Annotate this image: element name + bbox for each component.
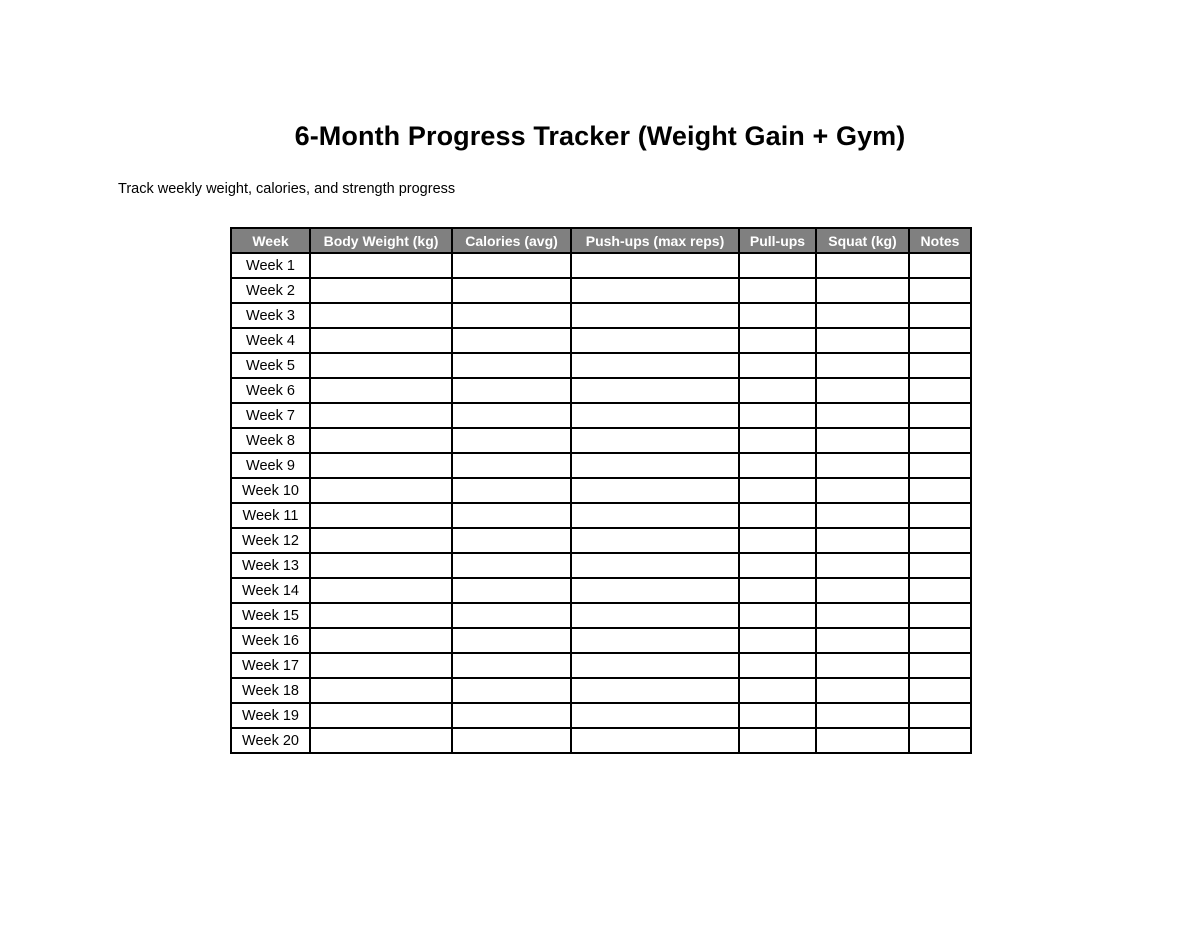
squat-cell — [816, 528, 909, 553]
push-ups-cell — [571, 278, 739, 303]
page-subtitle: Track weekly weight, calories, and strength progress — [118, 181, 456, 197]
pull-ups-cell — [739, 378, 816, 403]
squat-cell — [816, 678, 909, 703]
calories-cell — [452, 553, 571, 578]
column-header-pull-ups: Pull-ups — [739, 228, 816, 253]
calories-cell — [452, 378, 571, 403]
notes-cell — [909, 503, 971, 528]
table-row — [231, 278, 971, 303]
squat-cell — [816, 378, 909, 403]
push-ups-cell — [571, 603, 739, 628]
table-row — [231, 453, 971, 478]
push-ups-cell — [571, 728, 739, 753]
table-row — [231, 578, 971, 603]
body-weight-cell — [310, 628, 452, 653]
notes-cell — [909, 278, 971, 303]
squat-cell — [816, 278, 909, 303]
notes-cell — [909, 578, 971, 603]
table-row — [231, 628, 971, 653]
pull-ups-cell — [739, 678, 816, 703]
body-weight-cell — [310, 603, 452, 628]
body-weight-cell — [310, 503, 452, 528]
column-header-notes: Notes — [909, 228, 971, 253]
body-weight-cell — [310, 578, 452, 603]
column-header-calories: Calories (avg) — [452, 228, 571, 253]
calories-cell — [452, 528, 571, 553]
push-ups-cell — [571, 553, 739, 578]
body-weight-cell — [310, 678, 452, 703]
week-label: Week 16 — [231, 628, 310, 653]
pull-ups-cell — [739, 278, 816, 303]
week-label: Week 18 — [231, 678, 310, 703]
squat-cell — [816, 303, 909, 328]
pull-ups-cell — [739, 728, 816, 753]
squat-cell — [816, 478, 909, 503]
push-ups-cell — [571, 703, 739, 728]
page-title: 6-Month Progress Tracker (Weight Gain + Gym) — [294, 121, 906, 151]
squat-cell — [816, 703, 909, 728]
week-label: Week 9 — [231, 453, 310, 478]
pull-ups-cell — [739, 478, 816, 503]
notes-cell — [909, 428, 971, 453]
calories-cell — [452, 653, 571, 678]
body-weight-cell — [310, 428, 452, 453]
table-row — [231, 603, 971, 628]
body-weight-cell — [310, 403, 452, 428]
week-label: Week 19 — [231, 703, 310, 728]
calories-cell — [452, 403, 571, 428]
table-row — [231, 253, 971, 278]
pull-ups-cell — [739, 628, 816, 653]
week-label: Week 8 — [231, 428, 310, 453]
table-row — [231, 678, 971, 703]
calories-cell — [452, 453, 571, 478]
squat-cell — [816, 728, 909, 753]
header-row — [231, 228, 971, 253]
body-weight-cell — [310, 328, 452, 353]
push-ups-cell — [571, 678, 739, 703]
squat-cell — [816, 653, 909, 678]
push-ups-cell — [571, 428, 739, 453]
body-weight-cell — [310, 278, 452, 303]
week-label: Week 7 — [231, 403, 310, 428]
body-weight-cell — [310, 253, 452, 278]
week-label: Week 11 — [231, 503, 310, 528]
pull-ups-cell — [739, 503, 816, 528]
notes-cell — [909, 378, 971, 403]
squat-cell — [816, 453, 909, 478]
push-ups-cell — [571, 253, 739, 278]
column-header-push-ups: Push-ups (max reps) — [571, 228, 739, 253]
calories-cell — [452, 303, 571, 328]
squat-cell — [816, 503, 909, 528]
push-ups-cell — [571, 403, 739, 428]
table-row — [231, 503, 971, 528]
squat-cell — [816, 253, 909, 278]
push-ups-cell — [571, 528, 739, 553]
calories-cell — [452, 328, 571, 353]
notes-cell — [909, 628, 971, 653]
notes-cell — [909, 603, 971, 628]
notes-cell — [909, 303, 971, 328]
pull-ups-cell — [739, 328, 816, 353]
week-label: Week 1 — [231, 253, 310, 278]
notes-cell — [909, 678, 971, 703]
pull-ups-cell — [739, 528, 816, 553]
calories-cell — [452, 253, 571, 278]
pull-ups-cell — [739, 353, 816, 378]
notes-cell — [909, 253, 971, 278]
body-weight-cell — [310, 478, 452, 503]
squat-cell — [816, 328, 909, 353]
table-row — [231, 478, 971, 503]
body-weight-cell — [310, 703, 452, 728]
body-weight-cell — [310, 728, 452, 753]
pull-ups-cell — [739, 403, 816, 428]
week-label: Week 12 — [231, 528, 310, 553]
table-row — [231, 703, 971, 728]
push-ups-cell — [571, 378, 739, 403]
body-weight-cell — [310, 453, 452, 478]
table-row — [231, 553, 971, 578]
squat-cell — [816, 353, 909, 378]
table-row — [231, 653, 971, 678]
notes-cell — [909, 453, 971, 478]
pull-ups-cell — [739, 453, 816, 478]
squat-cell — [816, 553, 909, 578]
column-header-body-weight: Body Weight (kg) — [310, 228, 452, 253]
pull-ups-cell — [739, 553, 816, 578]
notes-cell — [909, 328, 971, 353]
week-label: Week 3 — [231, 303, 310, 328]
table-row — [231, 353, 971, 378]
push-ups-cell — [571, 453, 739, 478]
week-label: Week 5 — [231, 353, 310, 378]
notes-cell — [909, 478, 971, 503]
week-label: Week 13 — [231, 553, 310, 578]
calories-cell — [452, 603, 571, 628]
pull-ups-cell — [739, 578, 816, 603]
calories-cell — [452, 503, 571, 528]
table-row — [231, 528, 971, 553]
notes-cell — [909, 728, 971, 753]
pull-ups-cell — [739, 253, 816, 278]
body-weight-cell — [310, 553, 452, 578]
calories-cell — [452, 278, 571, 303]
table-body — [231, 253, 971, 753]
progress-table — [230, 227, 972, 754]
squat-cell — [816, 428, 909, 453]
squat-cell — [816, 578, 909, 603]
push-ups-cell — [571, 628, 739, 653]
push-ups-cell — [571, 503, 739, 528]
notes-cell — [909, 553, 971, 578]
week-label: Week 14 — [231, 578, 310, 603]
week-label: Week 17 — [231, 653, 310, 678]
calories-cell — [452, 703, 571, 728]
table-row — [231, 403, 971, 428]
week-label: Week 20 — [231, 728, 310, 753]
notes-cell — [909, 653, 971, 678]
week-label: Week 2 — [231, 278, 310, 303]
push-ups-cell — [571, 303, 739, 328]
body-weight-cell — [310, 353, 452, 378]
calories-cell — [452, 428, 571, 453]
notes-cell — [909, 703, 971, 728]
squat-cell — [816, 628, 909, 653]
pull-ups-cell — [739, 703, 816, 728]
calories-cell — [452, 678, 571, 703]
pull-ups-cell — [739, 603, 816, 628]
calories-cell — [452, 353, 571, 378]
calories-cell — [452, 728, 571, 753]
body-weight-cell — [310, 653, 452, 678]
notes-cell — [909, 528, 971, 553]
table-row — [231, 328, 971, 353]
push-ups-cell — [571, 478, 739, 503]
table-row — [231, 428, 971, 453]
week-label: Week 15 — [231, 603, 310, 628]
push-ups-cell — [571, 653, 739, 678]
push-ups-cell — [571, 328, 739, 353]
notes-cell — [909, 403, 971, 428]
push-ups-cell — [571, 353, 739, 378]
push-ups-cell — [571, 578, 739, 603]
column-header-squat: Squat (kg) — [816, 228, 909, 253]
column-header-week: Week — [231, 228, 310, 253]
week-label: Week 10 — [231, 478, 310, 503]
table-row — [231, 303, 971, 328]
pull-ups-cell — [739, 653, 816, 678]
squat-cell — [816, 603, 909, 628]
body-weight-cell — [310, 528, 452, 553]
pull-ups-cell — [739, 303, 816, 328]
calories-cell — [452, 578, 571, 603]
squat-cell — [816, 403, 909, 428]
table-row — [231, 378, 971, 403]
calories-cell — [452, 628, 571, 653]
calories-cell — [452, 478, 571, 503]
body-weight-cell — [310, 378, 452, 403]
notes-cell — [909, 353, 971, 378]
week-label: Week 6 — [231, 378, 310, 403]
table-row — [231, 728, 971, 753]
week-label: Week 4 — [231, 328, 310, 353]
body-weight-cell — [310, 303, 452, 328]
pull-ups-cell — [739, 428, 816, 453]
table-header — [231, 228, 971, 253]
